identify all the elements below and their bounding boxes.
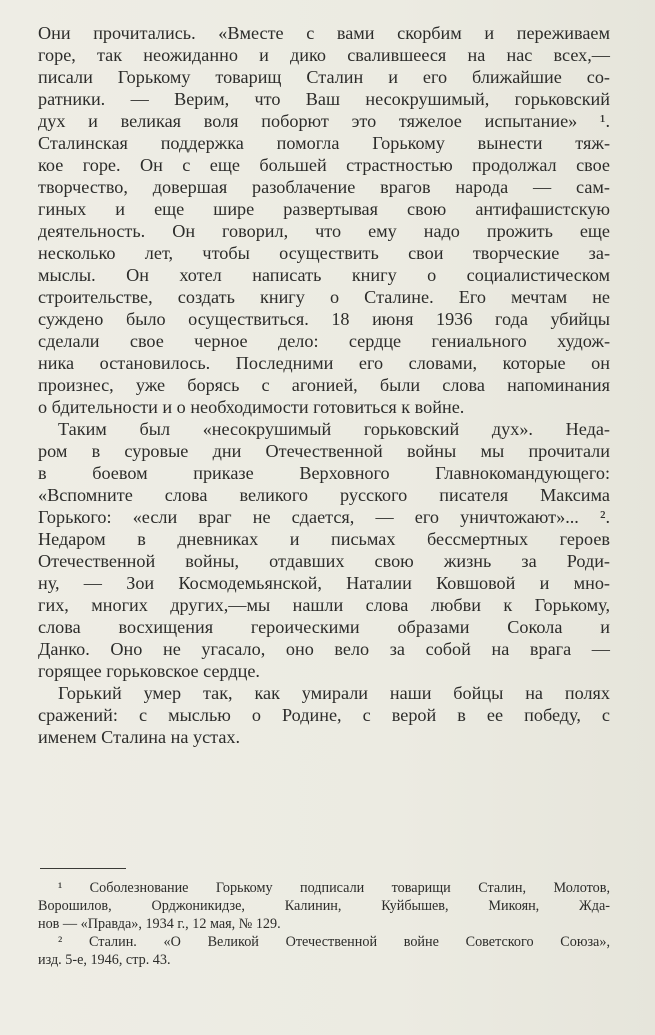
footnote-line: изд. 5-е, 1946, стр. 43.	[38, 952, 171, 968]
body-text	[38, 22, 610, 748]
body-line: Они прочитались. «Вместе с вами скорбим и переживаем	[38, 23, 610, 43]
body-line: горе, так неожиданно и дико свалившееся на нас всех,—	[38, 45, 610, 65]
body-line: «Вспомните слова великого русского писателя Максима	[38, 485, 610, 505]
body-line: произнес, уже борясь с агонией, были слова напоминания	[38, 375, 610, 395]
body-line: ника остановилось. Последними его словами, которые он	[38, 353, 610, 373]
body-line: именем Сталина на устах.	[38, 727, 241, 747]
body-line: Данко. Оно не угасало, оно вело за собой на врага —	[38, 639, 610, 659]
body-line: гиных и еще шире развертывая свою антифашистскую	[38, 199, 610, 219]
body-line: творчество, довершая разоблачение врагов народа — сам-	[38, 177, 610, 197]
body-line: Таким был «несокрушимый горьковский дух». Неда-	[58, 419, 610, 439]
body-line: писали Горькому товарищ Сталин и его ближайшие со-	[38, 67, 610, 87]
body-line: деятельность. Он говорил, что ему надо прожить еще	[38, 221, 610, 241]
body-line: кое горе. Он с еще большей страстностью продолжал свое	[38, 155, 610, 175]
body-line: гих, многих других,—мы нашли слова любви к Горькому,	[38, 595, 610, 615]
body-line: несколько лет, чтобы осуществить свои творческие за-	[38, 243, 610, 263]
body-line: Горького: «если враг не сдается, — его уничтожают»... ².	[38, 507, 610, 527]
body-line: дух и великая воля поборют это тяжелое испытание» ¹.	[38, 111, 610, 131]
body-line: горящее горьковское сердце.	[38, 661, 260, 681]
body-line: в боевом приказе Верховного Главнокомандующего:	[38, 463, 610, 483]
body-line: ром в суровые дни Отечественной войны мы прочитали	[38, 441, 610, 461]
footnote-line: ² Сталин. «О Великой Отечественной войне Советского Союза»,	[58, 934, 610, 950]
footnote-line: нов — «Правда», 1934 г., 12 мая, № 129.	[38, 916, 281, 932]
body-line: слова восхищения героическими образами Сокола и	[38, 617, 610, 637]
footnote-line: ¹ Соболезнование Горькому подписали товарищи Сталин, Молотов,	[58, 880, 610, 896]
body-line: Горький умер так, как умирали наши бойцы на полях	[58, 683, 610, 703]
body-line: суждено было осуществиться. 18 июня 1936 года убийцы	[38, 309, 610, 329]
body-line: Недаром в дневниках и письмах бессмертных героев	[38, 529, 610, 549]
footnote-line: Ворошилов, Орджоникидзе, Калинин, Куйбышев, Микоян, Жда-	[38, 898, 610, 914]
body-line: ну, — Зои Космодемьянской, Наталии Ковшовой и мно-	[38, 573, 610, 593]
body-line: мыслы. Он хотел написать книгу о социалистическом	[38, 265, 610, 285]
body-line: сделали свое черное дело: сердце гениального худож-	[38, 331, 610, 351]
body-line: строительстве, создать книгу о Сталине. Его мечтам не	[38, 287, 610, 307]
footnotes	[38, 868, 610, 969]
body-line: сражений: с мыслью о Родине, с верой в ее победу, с	[38, 705, 610, 725]
body-line: о бдительности и о необходимости готовиться к войне.	[38, 397, 465, 417]
body-line: ратники. — Верим, что Ваш несокрушимый, горьковский	[38, 89, 610, 109]
body-line: Отечественной войны, отдавших свою жизнь за Роди-	[38, 551, 610, 571]
body-line: Сталинская поддержка помогла Горькому вынести тяж-	[38, 133, 610, 153]
footnote-divider	[40, 868, 126, 869]
